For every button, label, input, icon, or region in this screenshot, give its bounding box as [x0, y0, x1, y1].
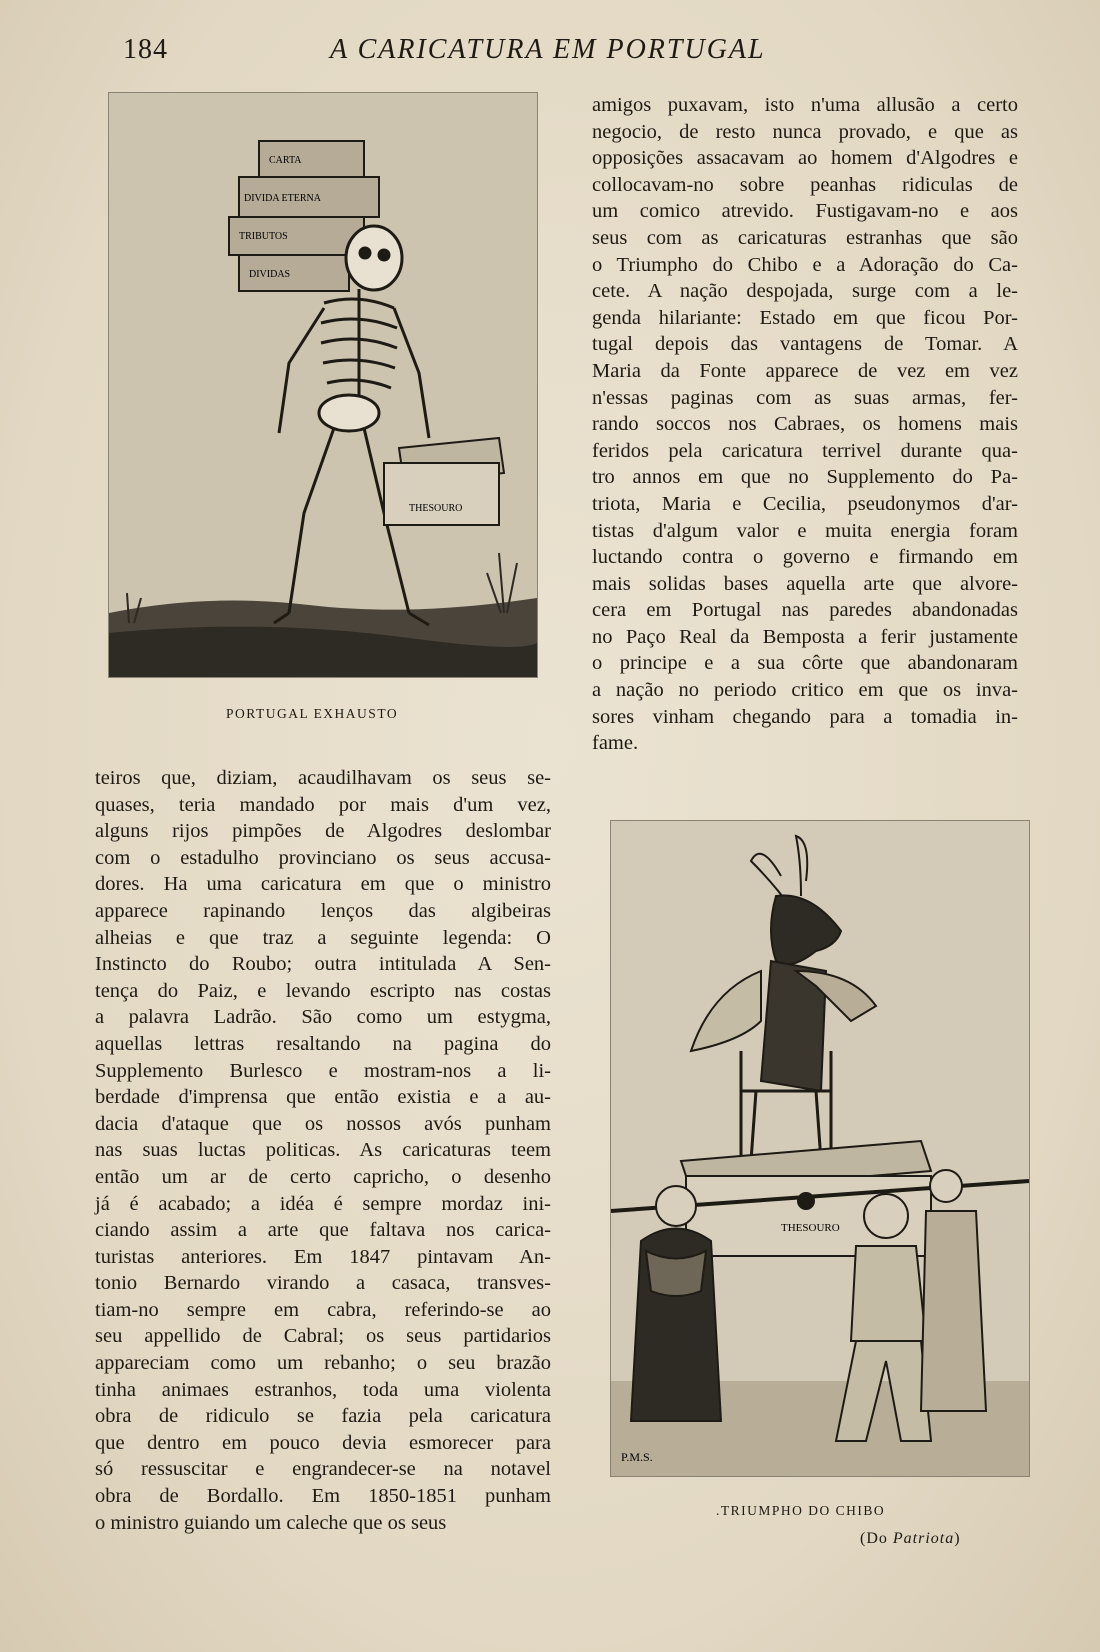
text-line: luctando contra o governo e firmando em [592, 546, 1018, 569]
illustration-triumpho-do-chibo [610, 820, 1030, 1477]
text-line: que dentro em pouco devia esmorecer para [95, 1431, 551, 1454]
book-label-3: TRIBUTOS [239, 231, 288, 242]
text-line: tonio Bernardo virando a casaca, transves- [95, 1272, 551, 1295]
text-line: alguns rijos pimpões de Algodres deslombar [95, 820, 551, 843]
book-label-4: DIVIDAS [249, 269, 291, 280]
text-line: dacia d'ataque que os nossos avós punham [95, 1112, 551, 1135]
book-label-2: DIVIDA ETERNA [244, 193, 321, 204]
text-line: cete. A nação despojada, surge com a le- [592, 280, 1018, 303]
source-suffix: ) [954, 1530, 961, 1547]
text-line: só ressuscitar e engrandecer-se na notavel [95, 1458, 551, 1481]
text-line: amigos puxavam, isto n'uma allusão a certo [592, 94, 1018, 116]
chest-label: THESOURO [409, 503, 463, 514]
text-line: tro annos em que no Supplemento do Pa- [592, 466, 1018, 489]
page-header [0, 30, 1100, 70]
text-line: o principe e a sua côrte que abandonaram [592, 652, 1018, 675]
text-line: Maria da Fonte apparece de vez em vez [592, 359, 1018, 382]
text-line: cera em Portugal nas paredes abandonadas [592, 599, 1018, 622]
text-line: obra de Bordallo. Em 1850-1851 punham [95, 1485, 551, 1508]
text-line: com o estadulho provinciano os seus accusa- [95, 846, 551, 869]
source-title: Patriota [892, 1530, 955, 1547]
illustration-portugal-exhausto [108, 92, 538, 678]
running-title: A CARICATURA EM PORTUGAL [330, 34, 766, 65]
text-line: feridos pela caricatura terrivel durante qua- [592, 439, 1018, 462]
text-line: no Paço Real da Bemposta a ferir justamente [592, 625, 1018, 648]
text-line: tistas d'algum valor e muita energia foram [592, 519, 1018, 542]
text-line: nas suas luctas politicas. As caricaturas teem [95, 1139, 551, 1162]
text-line: teiros que, diziam, acaudilhavam os seus se- [95, 767, 551, 789]
text-line: tença do Paiz, e levando escripto nas costas [95, 979, 551, 1002]
text-line: n'essas paginas com as suas armas, fer- [592, 386, 1018, 409]
text-line: quases, teria mandado por mais d'um vez, [95, 793, 551, 816]
figure-source [860, 1530, 961, 1548]
book-label-1: CARTA [269, 155, 302, 166]
right-column-text [592, 92, 1018, 757]
text-line: turistas anteriores. Em 1847 pintavam An- [95, 1245, 551, 1268]
text-line: alheias e que traz a seguinte legenda: O [95, 926, 551, 949]
text-line: tugal depois das vantagens de Tomar. A [592, 333, 1018, 356]
chest-label-2: THESOURO [781, 1222, 840, 1234]
text-line: tiam-no sempre em cabra, referindo-se ao [95, 1298, 551, 1321]
text-line: Supplemento Burlesco e mostram-nos a li- [95, 1059, 551, 1082]
page-number: 184 [123, 34, 168, 65]
text-line: tinha animaes estranhos, toda uma violenta [95, 1378, 551, 1401]
text-line: já é acabado; a idéa é sempre mordaz ini- [95, 1192, 551, 1215]
text-line: negocio, de resto nunca provado, e que as [592, 120, 1018, 143]
text-line: então um ar de certo capricho, o desenho [95, 1165, 551, 1188]
text-line: seus com as caricaturas estranhas que são [592, 226, 1018, 249]
text-line: collocavam-no sobre peanhas ridiculas de [592, 173, 1018, 196]
caption-portugal-exhausto: PORTUGAL EXHAUSTO [226, 706, 399, 721]
text-line: apparece rapinando lenços das algibeiras [95, 899, 551, 922]
text-line: um comico atrevido. Fustigavam-no e aos [592, 200, 1018, 223]
text-line: seu appellido de Cabral; os seus partidarios [95, 1325, 551, 1348]
source-prefix: (Do [860, 1530, 893, 1547]
text-line: o Triumpho do Chibo e a Adoração do Ca- [592, 253, 1018, 276]
text-line: appareciam como um rebanho; o seu brazão [95, 1352, 551, 1375]
text-line: ciando assim a arte que faltava nos carica- [95, 1219, 551, 1242]
text-line: sores vinham chegando para a tomadia in- [592, 705, 1018, 728]
text-line: Instincto do Roubo; outra intitulada A Sen- [95, 953, 551, 976]
text-line: mais solidas bases aquella arte que alvore- [592, 572, 1018, 595]
text-line: aquellas lettras resaltando na pagina do [95, 1032, 551, 1055]
text-line: triota, Maria e Cecilia, pseudonymos d'ar- [592, 492, 1018, 515]
text-line: rando soccos nos Cabraes, os homens mais [592, 413, 1018, 436]
text-line: dores. Ha uma caricatura em que o ministro [95, 873, 551, 896]
text-line: a palavra Ladrão. São como um estygma, [95, 1006, 551, 1029]
left-column-text [95, 765, 551, 1536]
text-line: obra de ridiculo se fazia pela caricatura [95, 1405, 551, 1428]
text-line: fame. [592, 732, 639, 755]
text-line: berdade d'imprensa que então existia e a au- [95, 1086, 551, 1109]
text-line: opposições assacavam ao homem d'Algodres e [592, 147, 1018, 170]
text-line: genda hilariante: Estado em que ficou Por- [592, 306, 1018, 329]
text-line: o ministro guiando um caleche que os seus [95, 1511, 447, 1534]
caption-triumpho-do-chibo: .TRIUMPHO DO CHIBO [716, 1503, 886, 1518]
artist-signature: P.M.S. [621, 1450, 653, 1464]
text-line: a nação no periodo critico em que os inva- [592, 679, 1018, 702]
